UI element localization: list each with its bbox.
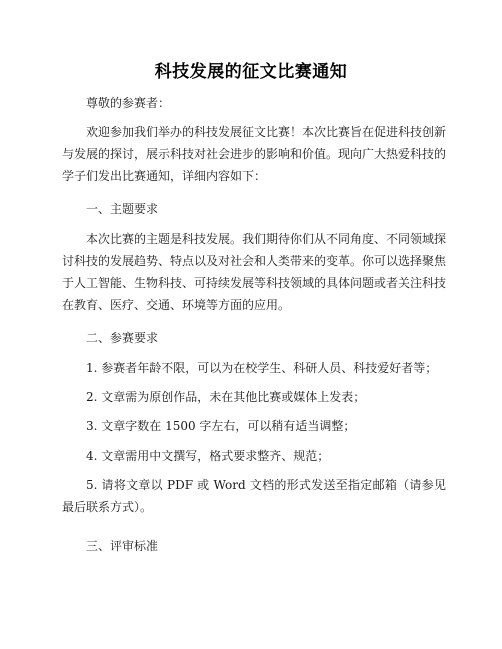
section-heading-theme: 一、主题要求: [86, 202, 159, 216]
document-title: 科技发展的征文比赛通知: [154, 62, 348, 82]
intro-paragraph: 欢迎参加我们举办的科技发展征文比赛！本次比赛旨在促进科技创新与发展的探讨，展示科技对社会进步的影响和价值。现向广大热爱科技的学子们发出比赛通知，详细内容如下：: [62, 125, 447, 183]
requirement-item-4: 4. 文章需用中文撰写，格式要求整齐、规范；: [86, 449, 330, 463]
section-heading-requirements: 二、参赛要求: [86, 331, 159, 345]
salutation: 尊敬的参赛者：: [86, 96, 171, 110]
theme-paragraph: 本次比赛的主题是科技发展。我们期待你们从不同角度、不同领域探讨科技的发展趋势、特点以及对社会和人类带来的变革。你可以选择聚焦于人工智能、生物科技、可持续发展等科技领域的具体问题或者关注科技在教育、医疗、交通、环境等方面的应用。: [62, 232, 447, 312]
section-heading-criteria: 三、评审标准: [86, 539, 159, 553]
requirement-item-5: 5. 请将文章以 PDF 或 Word 文档的形式发送至指定邮箱（请参见最后联系方式）。: [62, 478, 446, 514]
requirement-item-1: 1. 参赛者年龄不限，可以为在校学生、科研人员、科技爱好者等；: [86, 361, 438, 375]
requirement-item-2: 2. 文章需为原创作品，未在其他比赛或媒体上发表；: [86, 390, 366, 404]
requirement-item-3: 3. 文章字数在 1500 字左右，可以稍有适当调整；: [86, 419, 356, 433]
